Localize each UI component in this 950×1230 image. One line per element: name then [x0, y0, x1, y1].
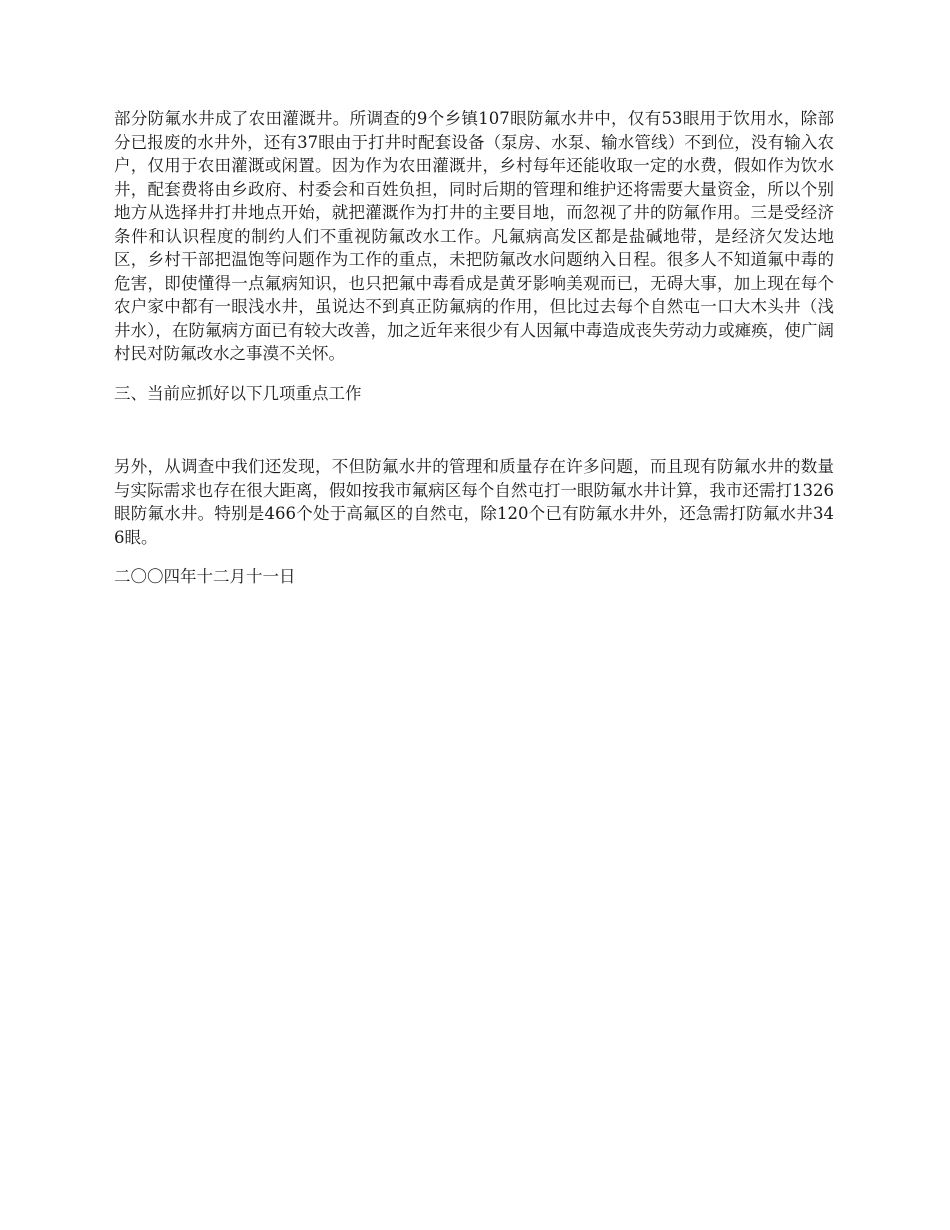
section-heading: 三、当前应抓好以下几项重点工作: [114, 383, 362, 403]
paragraph-spacer: [114, 549, 834, 565]
section-spacer: [114, 405, 834, 455]
paragraph-2: 另外，从调查中我们还发现，不但防氟水井的管理和质量存在许多问题，而且现有防氟水井的数量与实际需求也存在很大距离，假如按我市氟病区每个自然屯打一眼防氟水井计算，我市还需打1326眼防氟水井。特别是466个处于高氟区的自然屯，除120个已有防氟水井外，还急需打防氟水井346眼。: [114, 457, 834, 547]
paragraph-spacer: [114, 366, 834, 382]
paragraph-1: 部分防氟水井成了农田灌溉井。所调查的9个乡镇107眼防氟水井中，仅有53眼用于饮用水，除部分已报废的水井外，还有37眼由于打井时配套设备（泵房、水泵、输水管线）不到位，没有输入农户，仅用于农田灌溉或闲置。因为作为农田灌溉井，乡村每年还能收取一定的水费，假如作为饮水井，配套费将由乡政府、村委会和百姓负担，同时后期的管理和维护还将需要大量资金，所以个别地方从选择井打井地点开始，就把灌溉作为打井的主要目地，而忽视了井的防氟作用。三是受经济条件和认识程度的制约人们不重视防氟改水工作。凡氟病高发区都是盐碱地带，是经济欠发达地区，乡村干部把温饱等问题作为工作的重点，未把防氟改水问题纳入日程。很多人不知道氟中毒的危害，即使懂得一点氟病知识，也只把氟中毒看成是黄牙影响美观而已，无碍大事，加上现在每个农户家中都有一眼浅水井，虽说达不到真正防氟病的作用，但比过去每个自然屯一口大木头井（浅井水），在防氟病方面已有较大改善，加之近年来很少有人因氟中毒造成丧失劳动力或瘫痪，使广阔村民对防氟改水之事漠不关怀。: [114, 109, 834, 363]
date-line: 二〇〇四年十二月十一日: [114, 567, 296, 586]
document-body: [114, 107, 834, 589]
